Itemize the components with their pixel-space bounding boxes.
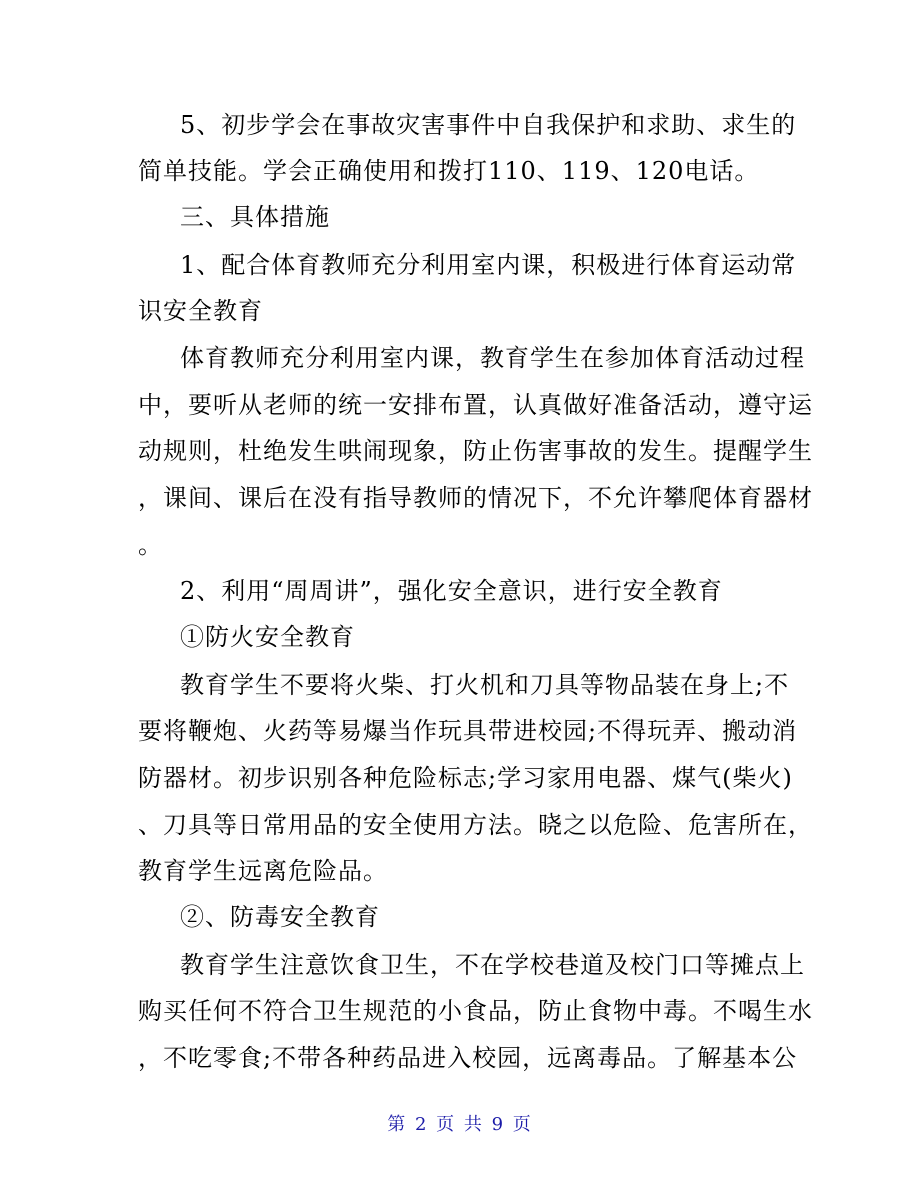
subsection-heading: ①防火安全教育 [180,623,355,651]
paragraph-line: ，不吃零食;不带各种药品进入校园，远离毒品。了解基本公 [138,1044,798,1072]
paragraph-line: 简单技能。学会正确使用和拨打110、119、120电话。 [138,157,760,185]
subsection-heading: ②、防毒安全教育 [180,903,380,931]
paragraph-line: 教育学生远离危险品。 [138,857,388,885]
paragraph-line: 1、配合体育教师充分利用室内课，积极进行体育运动常 [180,251,797,279]
paragraph-line: 购买任何不符合卫生规范的小食品，防止食物中毒。不喝生水 [138,997,813,1025]
paragraph-line: 2、利用“周周讲”，强化安全意识，进行安全教育 [180,577,723,605]
paragraph-line: 动规则，杜绝发生哄闹现象，防止伤害事故的发生。提醒学生 [138,437,813,465]
paragraph-line: 中，要听从老师的统一安排布置，认真做好准备活动，遵守运 [138,391,813,419]
paragraph-line: 教育学生不要将火柴、打火机和刀具等物品装在身上;不 [180,671,790,699]
section-heading: 三、具体措施 [180,203,330,231]
paragraph-line: ，课间、课后在没有指导教师的情况下，不允许攀爬体育器材 [138,484,813,512]
paragraph-line: 防器材。初步识别各种危险标志;学习家用电器、煤气(柴火) [138,764,793,792]
paragraph-line: 、刀具等日常用品的安全使用方法。晓之以危险、危害所在， [138,811,813,839]
paragraph-line: 5、初步学会在事故灾害事件中自我保护和求助、求生的 [180,111,797,139]
paragraph-line: 体育教师充分利用室内课，教育学生在参加体育活动过程 [180,344,805,372]
paragraph-line: 。 [138,531,163,559]
page-number-footer: 第 2 页 共 9 页 [387,1114,533,1135]
paragraph-line: 识安全教育 [138,297,263,325]
paragraph-line: 要将鞭炮、火药等易爆当作玩具带进校园;不得玩弄、搬动消 [138,717,798,745]
paragraph-line: 教育学生注意饮食卫生，不在学校巷道及校门口等摊点上 [180,951,805,979]
